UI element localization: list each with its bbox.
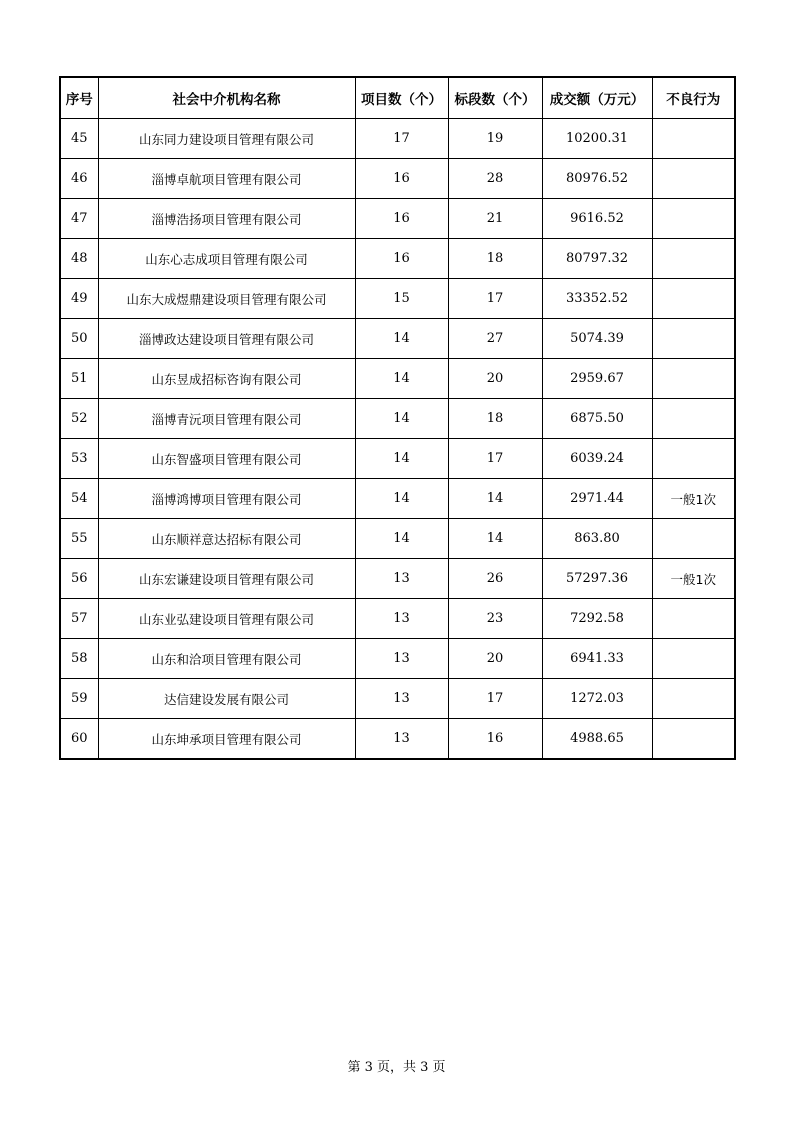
project-count: 13: [355, 599, 448, 639]
agency-name: 山东和洽项目管理有限公司: [98, 639, 355, 679]
table-row: [60, 719, 735, 760]
transaction-amount: 7292.58: [542, 599, 652, 639]
misconduct-record: [652, 279, 735, 319]
section-count: 18: [448, 239, 542, 279]
row-index: 54: [60, 479, 98, 519]
misconduct-record: 一般1次: [652, 479, 735, 519]
project-count: 17: [355, 119, 448, 159]
table-row: [60, 679, 735, 719]
project-count: 13: [355, 679, 448, 719]
row-index: 45: [60, 119, 98, 159]
header-index: 序号: [60, 77, 98, 119]
misconduct-record: [652, 159, 735, 199]
transaction-amount: 6941.33: [542, 639, 652, 679]
table-row: [60, 399, 735, 439]
transaction-amount: 9616.52: [542, 199, 652, 239]
row-index: 47: [60, 199, 98, 239]
section-count: 19: [448, 119, 542, 159]
row-index: 48: [60, 239, 98, 279]
project-count: 16: [355, 239, 448, 279]
misconduct-record: [652, 599, 735, 639]
table-row: [60, 199, 735, 239]
table-row: [60, 119, 735, 159]
header-transaction-amount: 成交额（万元）: [542, 77, 652, 119]
section-count: 20: [448, 639, 542, 679]
agency-name: 山东心志成项目管理有限公司: [98, 239, 355, 279]
section-count: 21: [448, 199, 542, 239]
project-count: 14: [355, 519, 448, 559]
table-row: [60, 439, 735, 479]
misconduct-record: [652, 639, 735, 679]
misconduct-record: [652, 239, 735, 279]
table-row: [60, 639, 735, 679]
project-count: 13: [355, 559, 448, 599]
project-count: 13: [355, 639, 448, 679]
misconduct-record: [652, 359, 735, 399]
agency-name: 达信建设发展有限公司: [98, 679, 355, 719]
section-count: 17: [448, 279, 542, 319]
section-count: 26: [448, 559, 542, 599]
table-row: [60, 479, 735, 519]
table-header-row: [60, 77, 735, 119]
page-number: 第 3 页，共 3 页: [347, 1060, 446, 1075]
project-count: 14: [355, 479, 448, 519]
agency-name: 山东坤承项目管理有限公司: [98, 719, 355, 760]
row-index: 59: [60, 679, 98, 719]
transaction-amount: 6875.50: [542, 399, 652, 439]
project-count: 14: [355, 319, 448, 359]
agency-name: 山东宏谦建设项目管理有限公司: [98, 559, 355, 599]
row-index: 55: [60, 519, 98, 559]
section-count: 14: [448, 479, 542, 519]
misconduct-record: [652, 399, 735, 439]
row-index: 58: [60, 639, 98, 679]
misconduct-record: [652, 199, 735, 239]
project-count: 14: [355, 359, 448, 399]
header-project-count: 项目数（个）: [355, 77, 448, 119]
misconduct-record: [652, 719, 735, 760]
table-body: [60, 119, 735, 760]
transaction-amount: 57297.36: [542, 559, 652, 599]
misconduct-record: [652, 319, 735, 359]
transaction-amount: 10200.31: [542, 119, 652, 159]
agency-name: 淄博卓航项目管理有限公司: [98, 159, 355, 199]
section-count: 23: [448, 599, 542, 639]
agency-name: 山东大成煜鼎建设项目管理有限公司: [98, 279, 355, 319]
table-row: [60, 559, 735, 599]
table-row: [60, 519, 735, 559]
misconduct-record: [652, 519, 735, 559]
transaction-amount: 80976.52: [542, 159, 652, 199]
agency-table: [59, 76, 736, 760]
section-count: 17: [448, 439, 542, 479]
row-index: 60: [60, 719, 98, 760]
table-row: [60, 239, 735, 279]
agency-name: 淄博鸿博项目管理有限公司: [98, 479, 355, 519]
section-count: 14: [448, 519, 542, 559]
project-count: 14: [355, 399, 448, 439]
row-index: 53: [60, 439, 98, 479]
project-count: 16: [355, 159, 448, 199]
agency-name: 山东顺祥意达招标有限公司: [98, 519, 355, 559]
transaction-amount: 4988.65: [542, 719, 652, 760]
table-row: [60, 279, 735, 319]
row-index: 50: [60, 319, 98, 359]
transaction-amount: 2971.44: [542, 479, 652, 519]
table-row: [60, 159, 735, 199]
agency-name: 淄博浩扬项目管理有限公司: [98, 199, 355, 239]
agency-name: 山东业弘建设项目管理有限公司: [98, 599, 355, 639]
transaction-amount: 5074.39: [542, 319, 652, 359]
header-agency-name: 社会中介机构名称: [98, 77, 355, 119]
project-count: 15: [355, 279, 448, 319]
agency-name: 山东智盛项目管理有限公司: [98, 439, 355, 479]
section-count: 20: [448, 359, 542, 399]
project-count: 16: [355, 199, 448, 239]
row-index: 57: [60, 599, 98, 639]
agency-name: 淄博青沅项目管理有限公司: [98, 399, 355, 439]
table-row: [60, 319, 735, 359]
section-count: 27: [448, 319, 542, 359]
section-count: 16: [448, 719, 542, 760]
section-count: 28: [448, 159, 542, 199]
table-row: [60, 599, 735, 639]
misconduct-record: [652, 119, 735, 159]
project-count: 14: [355, 439, 448, 479]
transaction-amount: 33352.52: [542, 279, 652, 319]
section-count: 17: [448, 679, 542, 719]
misconduct-record: 一般1次: [652, 559, 735, 599]
header-section-count: 标段数（个）: [448, 77, 542, 119]
row-index: 56: [60, 559, 98, 599]
project-count: 13: [355, 719, 448, 760]
header-misconduct: 不良行为: [652, 77, 735, 119]
row-index: 46: [60, 159, 98, 199]
agency-name: 山东同力建设项目管理有限公司: [98, 119, 355, 159]
agency-name: 山东昱成招标咨询有限公司: [98, 359, 355, 399]
agency-name: 淄博政达建设项目管理有限公司: [98, 319, 355, 359]
row-index: 49: [60, 279, 98, 319]
misconduct-record: [652, 679, 735, 719]
table-row: [60, 359, 735, 399]
misconduct-record: [652, 439, 735, 479]
transaction-amount: 80797.32: [542, 239, 652, 279]
row-index: 51: [60, 359, 98, 399]
row-index: 52: [60, 399, 98, 439]
section-count: 18: [448, 399, 542, 439]
transaction-amount: 1272.03: [542, 679, 652, 719]
transaction-amount: 2959.67: [542, 359, 652, 399]
transaction-amount: 6039.24: [542, 439, 652, 479]
transaction-amount: 863.80: [542, 519, 652, 559]
